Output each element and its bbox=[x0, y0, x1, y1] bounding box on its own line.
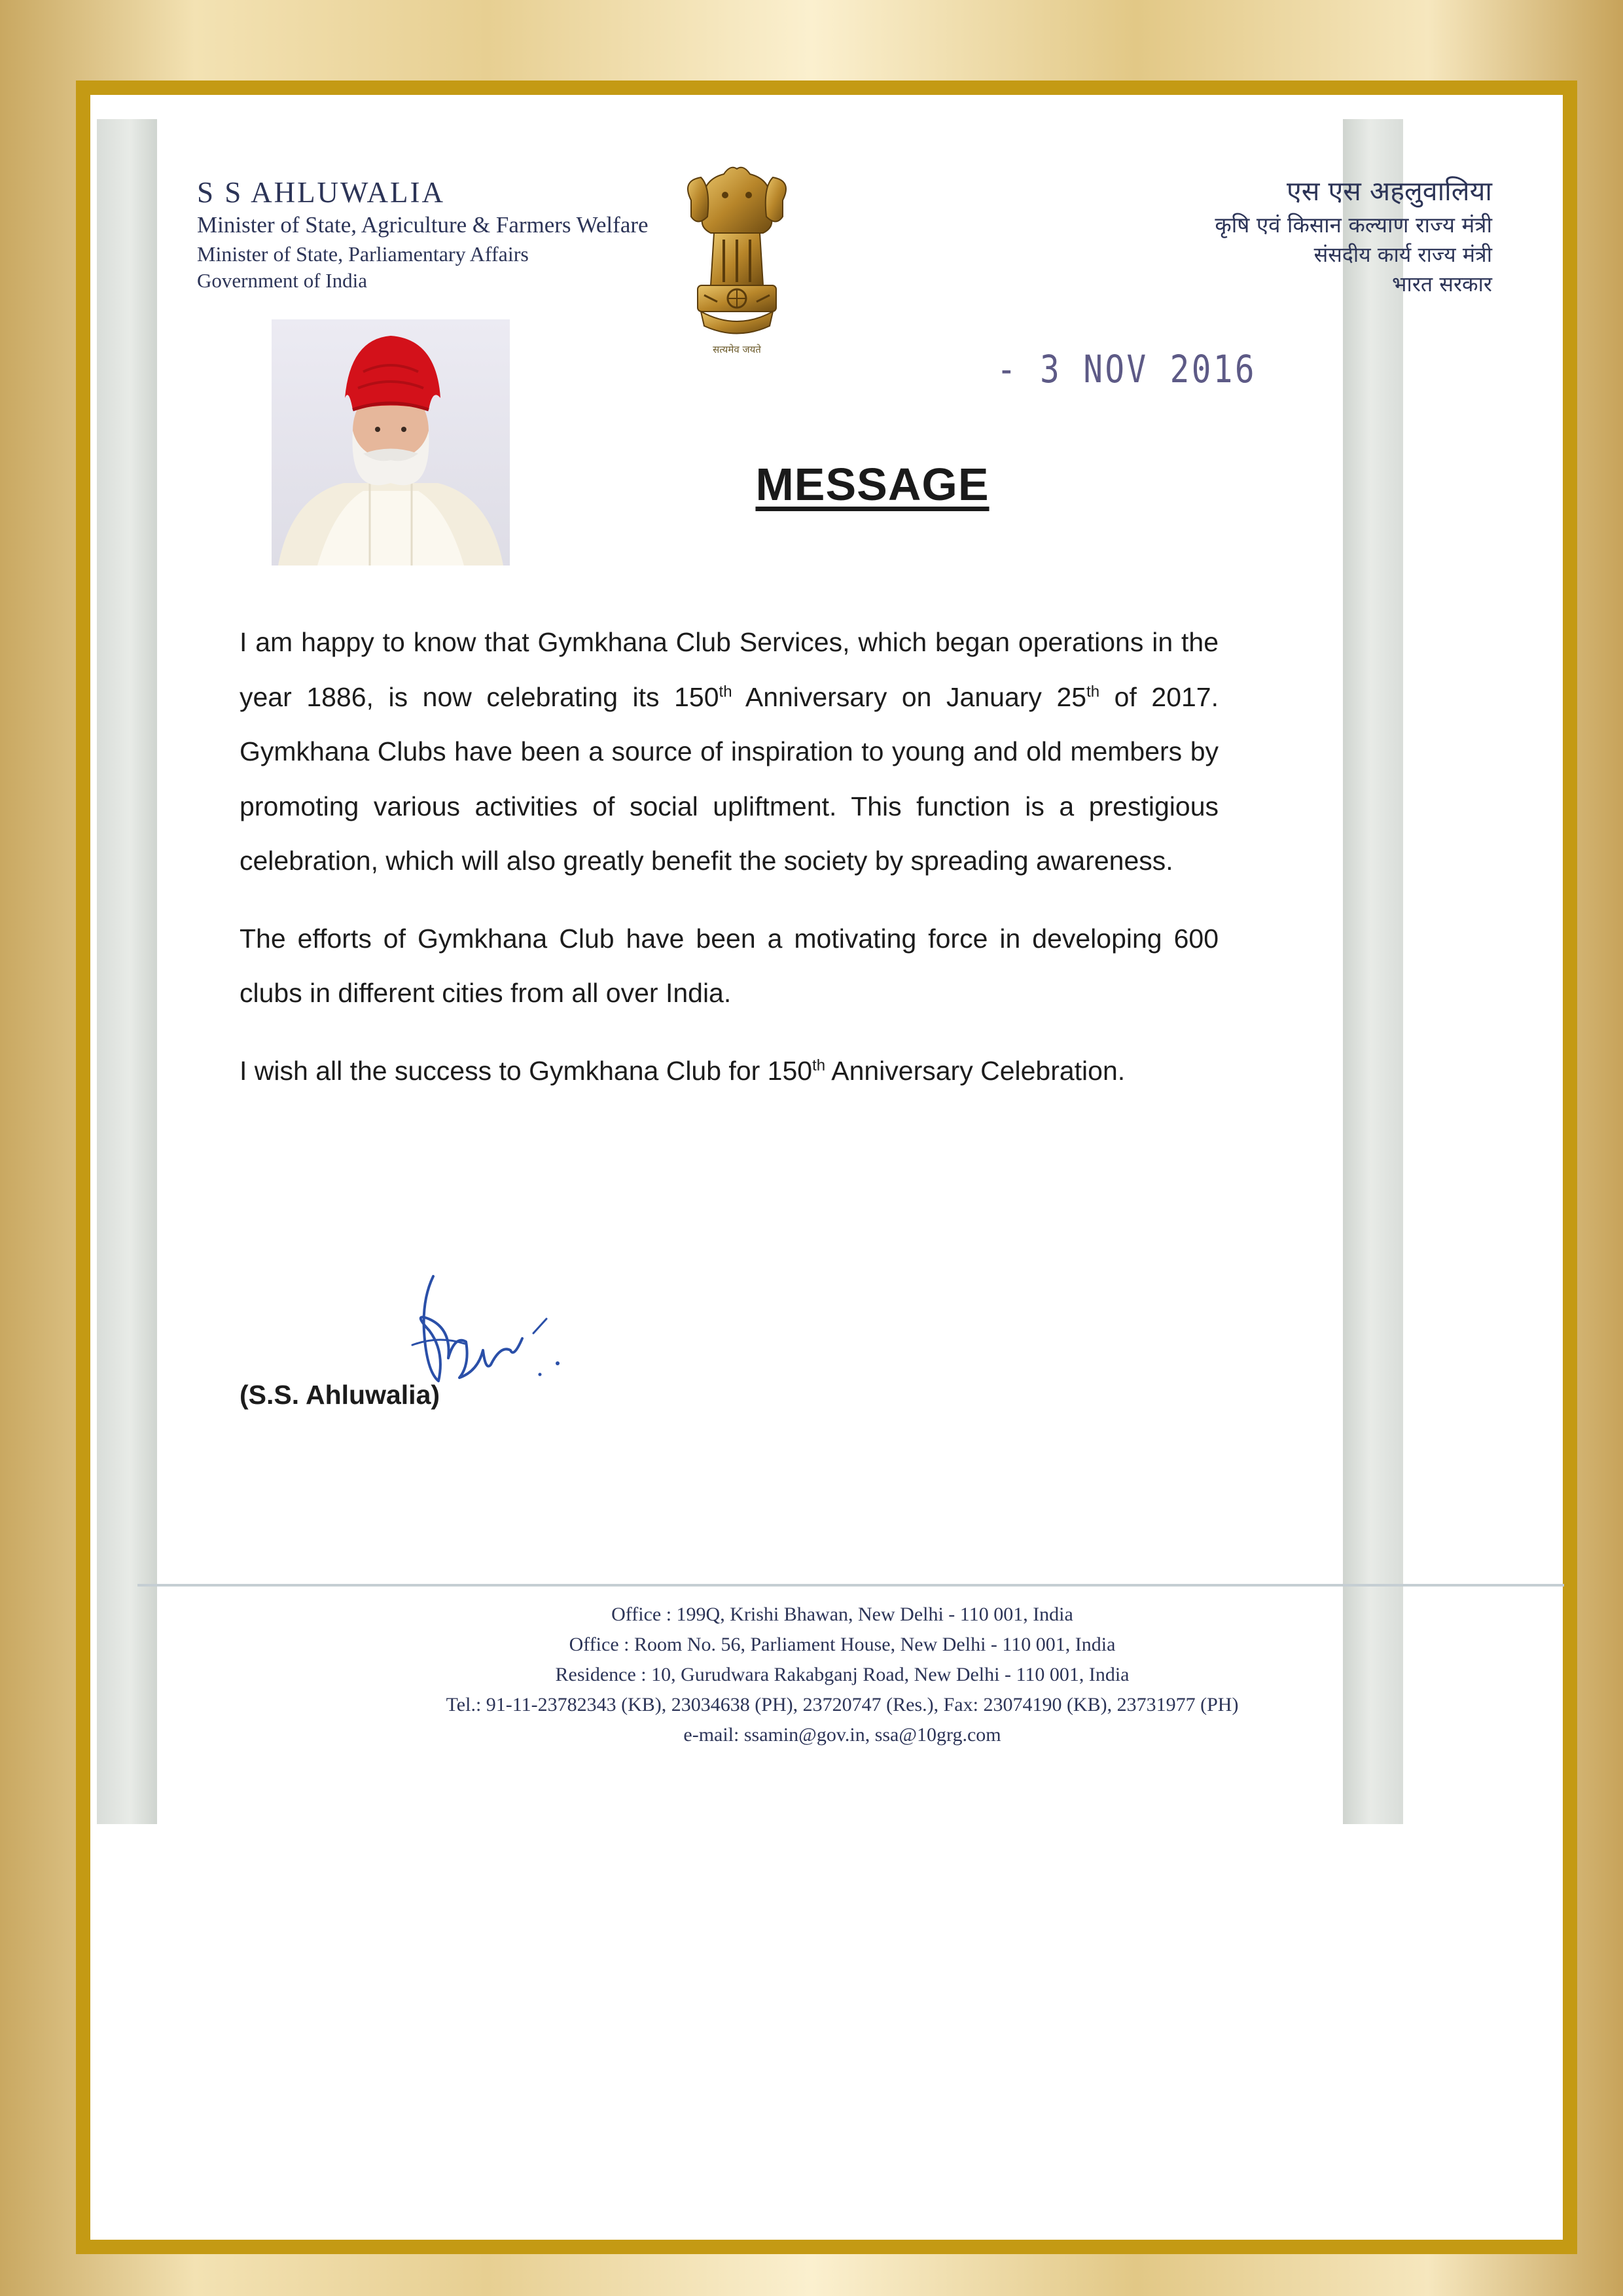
footer-office-parliament-house: Office : Room No. 56, Parliament House, New Delhi - 110 001, India bbox=[569, 1634, 1116, 1655]
minister-portrait bbox=[272, 319, 510, 565]
date-stamp: - 3 NOV 2016 bbox=[997, 347, 1257, 391]
footer-residence: Residence : 10, Gurudwara Rakabganj Road, New Delhi - 110 001, India bbox=[555, 1664, 1130, 1685]
signatory-name: (S.S. Ahluwalia) bbox=[240, 1380, 440, 1410]
message-heading: MESSAGE bbox=[755, 459, 990, 510]
minister-title-english-1: Minister of State, Agriculture & Farmers Welfare bbox=[197, 212, 649, 238]
message-paragraph-1: I am happy to know that Gymkhana Club Services, which began operations in the year 1886, is now celebrating its 150th Anniversary on January 25th of 2017. Gymkhana Clubs have been a source of inspiration to young and old members by promoting various activities of social upliftment. This function is a prestigious celebration, which will also greatly benefit the society by spreading awareness. bbox=[240, 627, 1219, 876]
footer-email: e-mail: ssamin@gov.in, ssa@10grg.com bbox=[683, 1724, 1001, 1746]
minister-name-english: S S AHLUWALIA bbox=[197, 176, 446, 209]
emblem-motto: सत्यमेव जयते bbox=[713, 344, 761, 355]
national-emblem-icon bbox=[678, 154, 796, 344]
government-english: Government of India bbox=[197, 269, 367, 292]
message-paragraph-3: I wish all the success to Gymkhana Club for 150th Anniversary Celebration. bbox=[240, 1055, 1126, 1086]
handwritten-signature bbox=[314, 1273, 609, 1394]
message-body bbox=[240, 615, 1219, 1121]
sheet-edge-left bbox=[97, 119, 157, 1824]
minister-title-hindi-2: संसदीय कार्य राज्य मंत्री bbox=[1313, 242, 1492, 267]
footer-office-krishi-bhawan: Office : 199Q, Krishi Bhawan, New Delhi - 110 001, India bbox=[611, 1604, 1073, 1625]
minister-name-hindi: एस एस अहलुवालिया bbox=[1287, 175, 1492, 207]
footer-telephone-fax: Tel.: 91-11-23782343 (KB), 23034638 (PH), 23720747 (Res.), Fax: 23074190 (KB), 23731977 (PH) bbox=[446, 1694, 1239, 1715]
sheet-edge-right bbox=[1343, 119, 1403, 1824]
message-paragraph-2: The efforts of Gymkhana Club have been a motivating force in developing 600 clubs in different cities from all over India. bbox=[240, 923, 1219, 1008]
minister-title-english-2: Minister of State, Parliamentary Affairs bbox=[197, 242, 529, 266]
minister-title-hindi-1: कृषि एवं किसान कल्याण राज्य मंत्री bbox=[1215, 212, 1492, 238]
letterhead-footer bbox=[122, 1600, 1563, 1750]
government-hindi: भारत सरकार bbox=[1392, 272, 1492, 296]
footer-divider bbox=[137, 1584, 1564, 1587]
